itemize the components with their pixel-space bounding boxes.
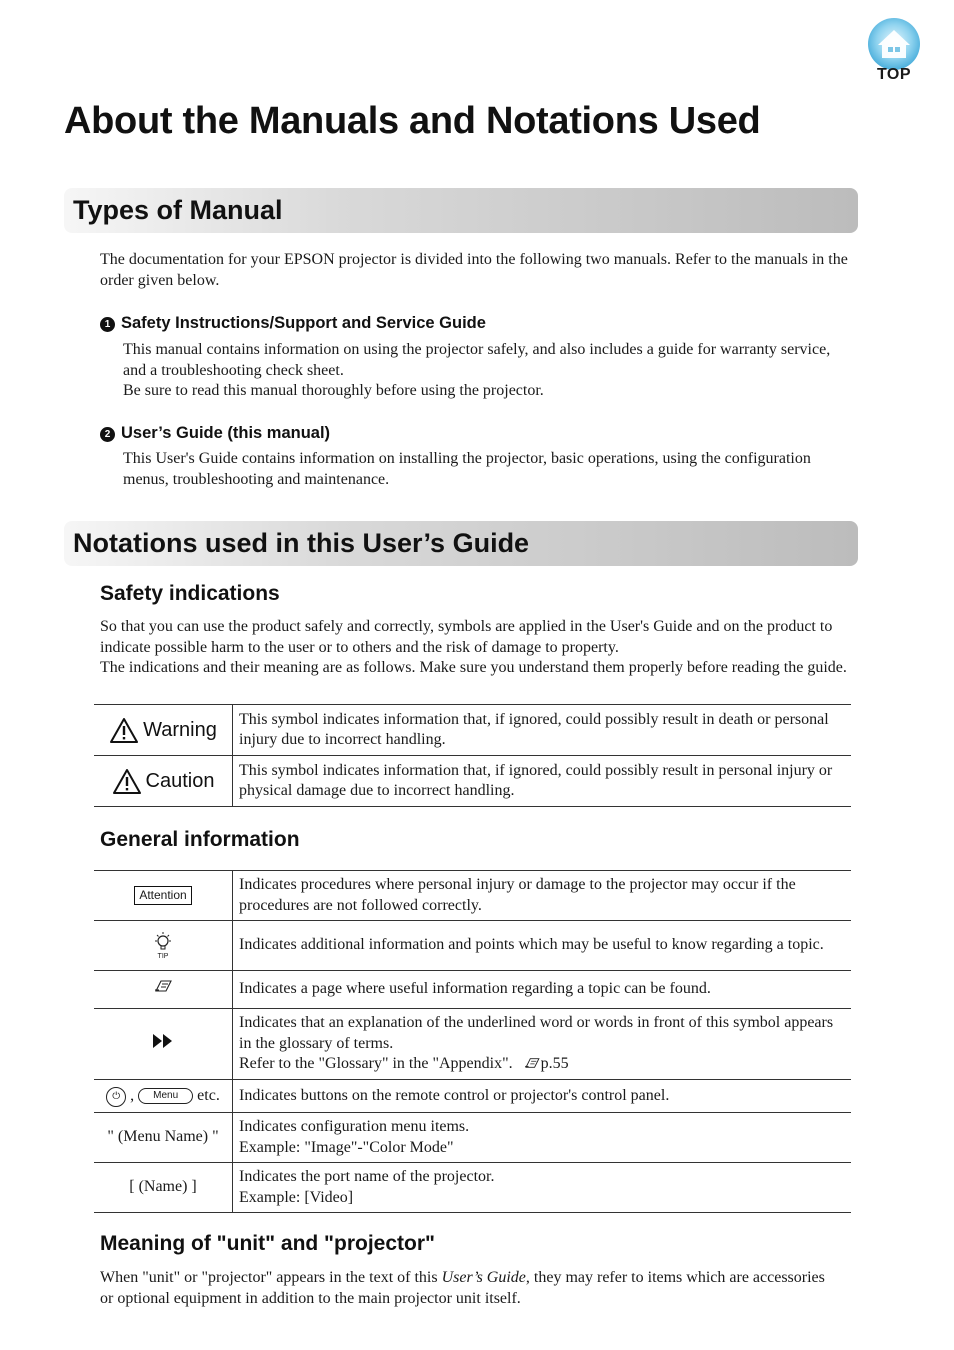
- description-line: Example: "Image"-"Color Mode": [239, 1138, 454, 1156]
- symbol-cell: [94, 705, 233, 756]
- safety-intro: [100, 617, 852, 679]
- meaning-heading: Meaning of "unit" and "projector": [100, 1232, 435, 1255]
- top-button[interactable]: [864, 16, 924, 86]
- symbol-cell: [ (Name) ]: [94, 1163, 233, 1213]
- description-cell: [233, 1009, 852, 1080]
- section-notations: [64, 521, 858, 566]
- description-line: Indicates procedures where personal injury or damage to the projector may occur if the procedures are not followed correctly.: [239, 876, 796, 914]
- symbol-cell: [94, 1009, 233, 1080]
- manual-desc-line: This User's Guide contains information on installing the projector, basic operations, using the configuration menus, troubleshooting and maintenance.: [123, 450, 811, 488]
- manual-description-1: [123, 340, 851, 402]
- description-line: [239, 1054, 845, 1075]
- symbol-cell: [94, 756, 233, 807]
- description-line: Indicates the port name of the projector.: [239, 1168, 495, 1185]
- table-row: [94, 971, 851, 1009]
- table-row: [94, 921, 851, 971]
- description-cell: This symbol indicates information that, if ignored, could possibly result in personal injury or physical damage due to incorrect handling.: [233, 756, 852, 807]
- etc-label: etc.: [197, 1086, 220, 1104]
- tip-label: TIP: [157, 952, 169, 960]
- table-row: [94, 1080, 851, 1113]
- manual-desc-line: Be sure to read this manual thoroughly before using the projector.: [123, 382, 544, 399]
- description-cell: [233, 871, 852, 921]
- table-row: [94, 1009, 851, 1080]
- attention-icon: Attention: [134, 886, 191, 905]
- description-line: Indicates configuration menu items.: [239, 1118, 470, 1135]
- manual-heading-2: [100, 424, 330, 443]
- manual-desc-line: This manual contains information on using the projector safely, and also includes a guide for warranty service, and a troubleshooting check sheet.: [123, 341, 831, 379]
- table-row: [94, 1113, 851, 1163]
- description-cell: [233, 1080, 852, 1113]
- meaning-text: When "unit" or "projector" appears in the text of this: [100, 1269, 442, 1286]
- description-cell: [233, 921, 852, 971]
- safety-intro-line: So that you can use the product safely and correctly, symbols are applied in the User's Guide and on the product to indicate possible harm to the user or to others and the risk of damage to property.: [100, 618, 833, 656]
- description-cell: [233, 971, 852, 1009]
- page-reference-icon: [523, 1057, 541, 1069]
- home-icon: [864, 16, 924, 70]
- meaning-paragraph: [100, 1268, 830, 1309]
- safety-heading: Safety indications: [100, 582, 280, 605]
- page-title: About the Manuals and Notations Used: [64, 100, 761, 142]
- table-row: [94, 871, 851, 921]
- description-line: Indicates buttons on the remote control or projector's control panel.: [239, 1086, 670, 1104]
- warning-label: Warning: [143, 718, 217, 741]
- table-row: [94, 756, 851, 807]
- page-reference-link[interactable]: p.55: [540, 1055, 569, 1073]
- lightbulb-tip-icon: [152, 931, 174, 953]
- description-line: Indicates that an explanation of the underlined word or words in front of this symbol appears in the glossary of terms.: [239, 1014, 834, 1052]
- symbol-cell: [94, 971, 233, 1009]
- glossary-arrows-icon: [152, 1033, 174, 1049]
- table-row: [94, 705, 851, 756]
- section-heading: Types of Manual: [73, 195, 283, 225]
- manual-heading-1: [100, 314, 486, 333]
- number-badge: 1: [100, 317, 115, 332]
- menu-button-icon: Menu: [138, 1088, 193, 1104]
- safety-table: [94, 704, 851, 807]
- caution-triangle-icon: [112, 768, 142, 795]
- number-badge: 2: [100, 427, 115, 442]
- symbol-cell: ⏻ , Menu etc.: [94, 1080, 233, 1113]
- caution-label: Caution: [145, 769, 215, 792]
- symbol-cell: [94, 871, 233, 921]
- symbol-cell: " (Menu Name) ": [94, 1113, 233, 1163]
- section-types-of-manual: [64, 188, 858, 233]
- description-cell: This symbol indicates information that, if ignored, could possibly result in death or personal injury due to incorrect handling.: [233, 705, 852, 756]
- description-line: Example: [Video]: [239, 1188, 354, 1206]
- power-button-icon: ⏻: [106, 1087, 126, 1107]
- description-line: Indicates additional information and points which may be useful to know regarding a topic.: [239, 936, 824, 954]
- table-row: [94, 1163, 851, 1213]
- manual-description-2: [123, 449, 813, 490]
- description-text: Refer to the "Glossary" in the "Appendix".: [239, 1055, 513, 1073]
- meaning-italic: User’s Guide: [441, 1269, 526, 1286]
- page-reference-icon: [153, 979, 173, 993]
- meaning-text: , they may refer to items which are accessories or optional equipment in addition to the main projector unit itself.: [100, 1269, 825, 1307]
- symbol-cell: [94, 921, 233, 971]
- manual-title: Safety Instructions/Support and Service Guide: [121, 314, 486, 332]
- top-label: TOP: [876, 66, 912, 83]
- manual-title: User’s Guide (this manual): [121, 424, 331, 442]
- description-cell: [233, 1163, 852, 1213]
- safety-intro-line: The indications and their meaning are as follows. Make sure you understand them properly before reading the guide.: [100, 659, 847, 676]
- general-heading: General information: [100, 828, 300, 851]
- section-heading: Notations used in this User’s Guide: [73, 528, 530, 558]
- types-intro: The documentation for your EPSON projector is divided into the following two manuals. Refer to the manuals in the order given below.: [100, 251, 848, 289]
- description-cell: [233, 1113, 852, 1163]
- description-line: Indicates a page where useful information regarding a topic can be found.: [239, 980, 711, 998]
- warning-triangle-icon: [109, 717, 139, 744]
- general-table: [94, 870, 851, 1213]
